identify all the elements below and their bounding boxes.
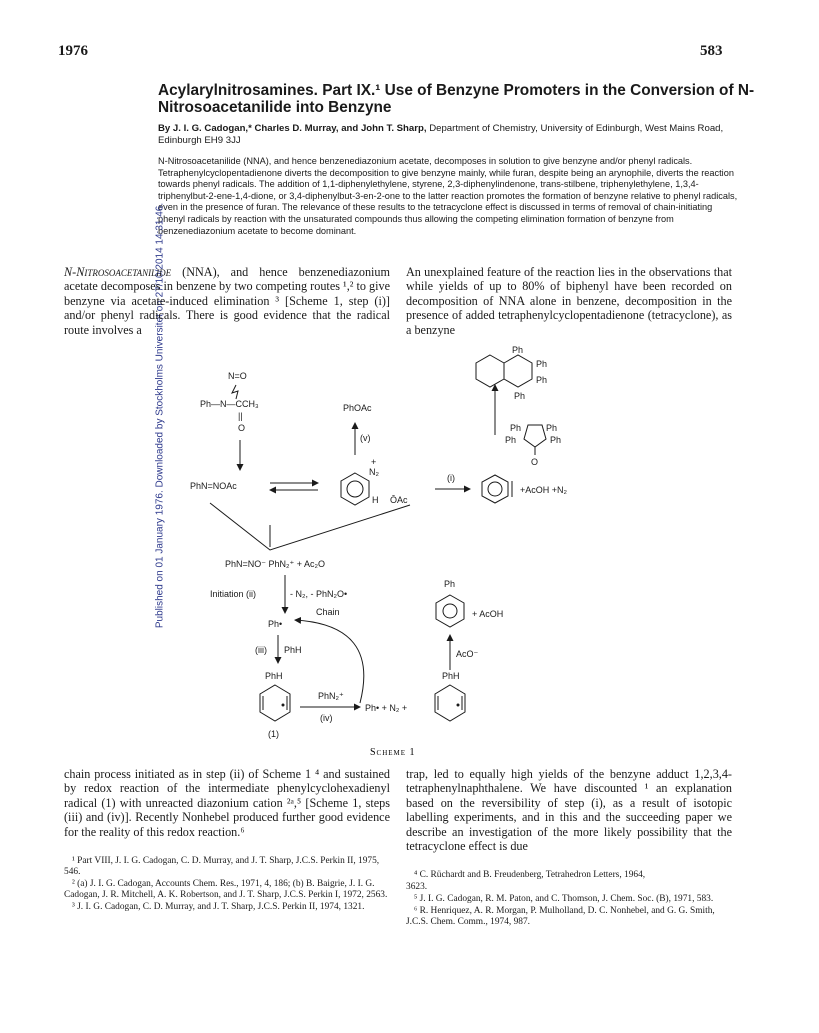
scheme-tc-ph-3: Ph bbox=[505, 435, 517, 445]
page-number: 583 bbox=[700, 43, 723, 59]
scheme-ph-radical: Ph• bbox=[268, 619, 283, 629]
scheme-chain: Chain bbox=[316, 607, 340, 617]
scheme-oac: ŌAc bbox=[390, 495, 408, 505]
scheme-initiation-loss: - N₂, - PhN₂O• bbox=[290, 589, 348, 599]
footnote-3: ³ J. I. G. Cadogan, C. D. Murray, and J. T. Sharp, J.C.S. Perkin II, 1974, 1321. bbox=[72, 902, 365, 912]
reaction-scheme bbox=[150, 345, 750, 760]
scheme-phh-reagent: PhH bbox=[284, 645, 302, 655]
scheme-cyclohexadienyl-1 bbox=[260, 685, 290, 721]
footnotes-left bbox=[64, 856, 390, 914]
scheme-biphenyl-ring bbox=[436, 595, 464, 627]
scheme-carbonyl-o: O bbox=[238, 423, 246, 433]
footnote-4-cont: 3623. bbox=[406, 882, 428, 892]
footnote-1: ¹ Part VIII, J. I. G. Cadogan, C. D. Murray, and J. T. Sharp, J.C.S. Perkin II, 1975, 546. bbox=[64, 856, 380, 877]
lead-term: N-Nitrosoacetanilide bbox=[64, 265, 172, 279]
scheme-naph-ph-4: Ph bbox=[514, 391, 526, 401]
scheme-phnnoac: PhN=NOAc bbox=[190, 481, 237, 491]
scheme-radical-2-label: PhH bbox=[442, 671, 460, 681]
scheme-tc-ph-2: Ph bbox=[546, 423, 558, 433]
scheme-caption: Scheme 1 bbox=[370, 747, 416, 758]
scheme-cyclohexadienyl-2 bbox=[435, 685, 465, 721]
scheme-tc-ph-4: Ph bbox=[550, 435, 562, 445]
body-text: (NNA), and hence benzenediazonium acetate decomposes in benzene by two competing routes ¹,² to give benzyne via acetate-induced elimination ³ [Scheme 1, step (i)] and/or phenyl radicals. There is good evidence that the radical route involves a bbox=[64, 265, 391, 337]
scheme-aco-minus: AcO⁻ bbox=[456, 649, 479, 659]
scheme-naphthalene bbox=[476, 355, 532, 387]
scheme-benzyne-products: +AcOH +N₂ bbox=[520, 485, 568, 495]
scheme-radical-products: Ph• + N₂ + bbox=[365, 703, 408, 713]
footnote-2: ² (a) J. I. G. Cadogan, Accounts Chem. Res., 1971, 4, 186; (b) B. Baigrie, J. I. G. Cadogan, J. R. Mitchell, A. K. Robertson, and J. T. Sharp, J.C.S. Perkin I, 1972, 2563. bbox=[64, 879, 388, 900]
scheme-naph-ph-1: Ph bbox=[512, 345, 524, 355]
scheme-radical-1-label: PhH bbox=[265, 671, 283, 681]
scheme-biphenyl-ph: Ph bbox=[444, 579, 456, 589]
scheme-phn2: PhN₂⁺ bbox=[318, 691, 344, 701]
scheme-initiation: Initiation (ii) bbox=[210, 589, 257, 599]
scheme-naph-ph-2: Ph bbox=[536, 359, 548, 369]
scheme-h: H bbox=[372, 495, 379, 505]
body-column-2-top: An unexplained feature of the reaction lies in the observations that while yields of up to 80% of biphenyl have been recorded on decomposition of NNA alone in benzene, decomposition in the presence of added tetraphenylcyclopentadienone (tetracyclone), as a benzyne bbox=[406, 265, 732, 337]
scheme-benzyne-ring bbox=[482, 475, 512, 503]
article-title: Acylarylnitrosamines. Part IX.¹ Use of Benzyne Promoters in the Conversion of N-Nitrosoacetanilide into Benzyne bbox=[158, 82, 755, 116]
body-column-1-top bbox=[64, 265, 390, 337]
scheme-naph-ph-3: Ph bbox=[536, 375, 548, 385]
authors-block bbox=[158, 123, 758, 147]
scheme-n2-plus: + bbox=[371, 457, 377, 467]
scheme-nno: N=O bbox=[228, 371, 247, 381]
scheme-diazonium-ring bbox=[341, 473, 369, 505]
scheme-converge-lines bbox=[210, 503, 410, 550]
author-names: By J. I. G. Cadogan,* Charles D. Murray, and John T. Sharp, bbox=[158, 123, 427, 134]
scheme-tc-ph-1: Ph bbox=[510, 423, 522, 433]
author-affiliation: Department of Chemistry, University of Edinburgh, West Mains Road, Edinburgh EH9 3JJ bbox=[158, 123, 724, 146]
scheme-acoh: + AcOH bbox=[472, 609, 504, 619]
scheme-phoac: PhOAc bbox=[343, 403, 372, 413]
scheme-step-iv: (iv) bbox=[320, 713, 333, 723]
scheme-carbonyl-bond: || bbox=[238, 411, 243, 421]
scheme-n2: N₂ bbox=[369, 467, 379, 477]
footnote-6: ⁶ R. Henriquez, A. R. Morgan, P. Mulholland, D. C. Nonhebel, and G. G. Smith, J.C.S. Chem. Comm., 1974, 987. bbox=[406, 906, 715, 927]
abstract: N-Nitrosoacetanilide (NNA), and hence benzenediazonium acetate, decomposes in solution to give benzyne and/or phenyl radicals. Tetraphenylcyclopentadienone diverts the decomposition to give benzyne mainly, while furan, despite being an arynophile, diverts the reaction towards phenyl radicals. The addition of 1,1-diphenylethylene, styrene, 2,3-diphenylindenone, trans-stilbene, triphenylethylene, 1,3,4-triphenylbut-2-ene-1,4-dione, or 3,4-diphenylbut-3-en-2-one to the latter reaction promotes the formation of benzyne relative to phenyl radicals, even in the presence of furan. The relevance of these results to the tetracyclone effect is discussed in terms of removal of chain-initiating phenyl radicals by reaction with the unsaturated compounds thus allowing the competing elimination formation of benzyne from benzenediazonium acetate to become dominant. bbox=[158, 156, 738, 236]
scheme-electron-arrow bbox=[232, 385, 238, 399]
scheme-compound-1: (1) bbox=[268, 729, 279, 739]
scheme-nna: Ph—N—CCH₃ bbox=[200, 399, 259, 409]
scheme-step-v: (v) bbox=[360, 433, 371, 443]
scheme-tc-o: O bbox=[531, 457, 539, 467]
footnotes-right bbox=[406, 870, 732, 929]
body-column-1-bottom: chain process initiated as in step (ii) of Scheme 1 ⁴ and sustained by redox reaction of the intermediate phenylcyclohexadienyl radical (1) with unreacted diazonium cation ²ᵃ,⁵ [Scheme 1, steps (iii) and (iv)]. Recently Nonhebel produced further good evidence for the reality of this redox reaction.⁶ bbox=[64, 767, 390, 839]
footnote-5: ⁵ J. I. G. Cadogan, R. M. Paton, and C. Thomson, J. Chem. Soc. (B), 1971, 583. bbox=[414, 894, 714, 904]
scheme-diazo: PhN=NO⁻ PhN₂⁺ + Ac₂O bbox=[225, 559, 326, 569]
scheme-tetracyclone bbox=[524, 425, 546, 455]
scheme-step-i: (i) bbox=[447, 473, 455, 483]
scheme-step-iii: (iii) bbox=[255, 645, 267, 655]
footnote-4: ⁴ C. Rüchardt and B. Freudenberg, Tetrahedron Letters, 1964, bbox=[414, 870, 646, 880]
body-column-2-bottom: trap, led to equally high yields of the benzyne adduct 1,2,3,4-tetraphenylnaphthalene. We have discounted ¹ an explanation based on the reversibility of step (i), as a result of isotopic labelling experiments, and in this and the succeeding paper we describe an investigation of the more likely possibility that the tetracyclone effect is due bbox=[406, 767, 732, 854]
page-year: 1976 bbox=[58, 43, 88, 59]
download-watermark: Published on 01 January 1976. Downloaded by Stockholms Universitet on 27/10/2014 14:31:46. bbox=[154, 202, 166, 629]
